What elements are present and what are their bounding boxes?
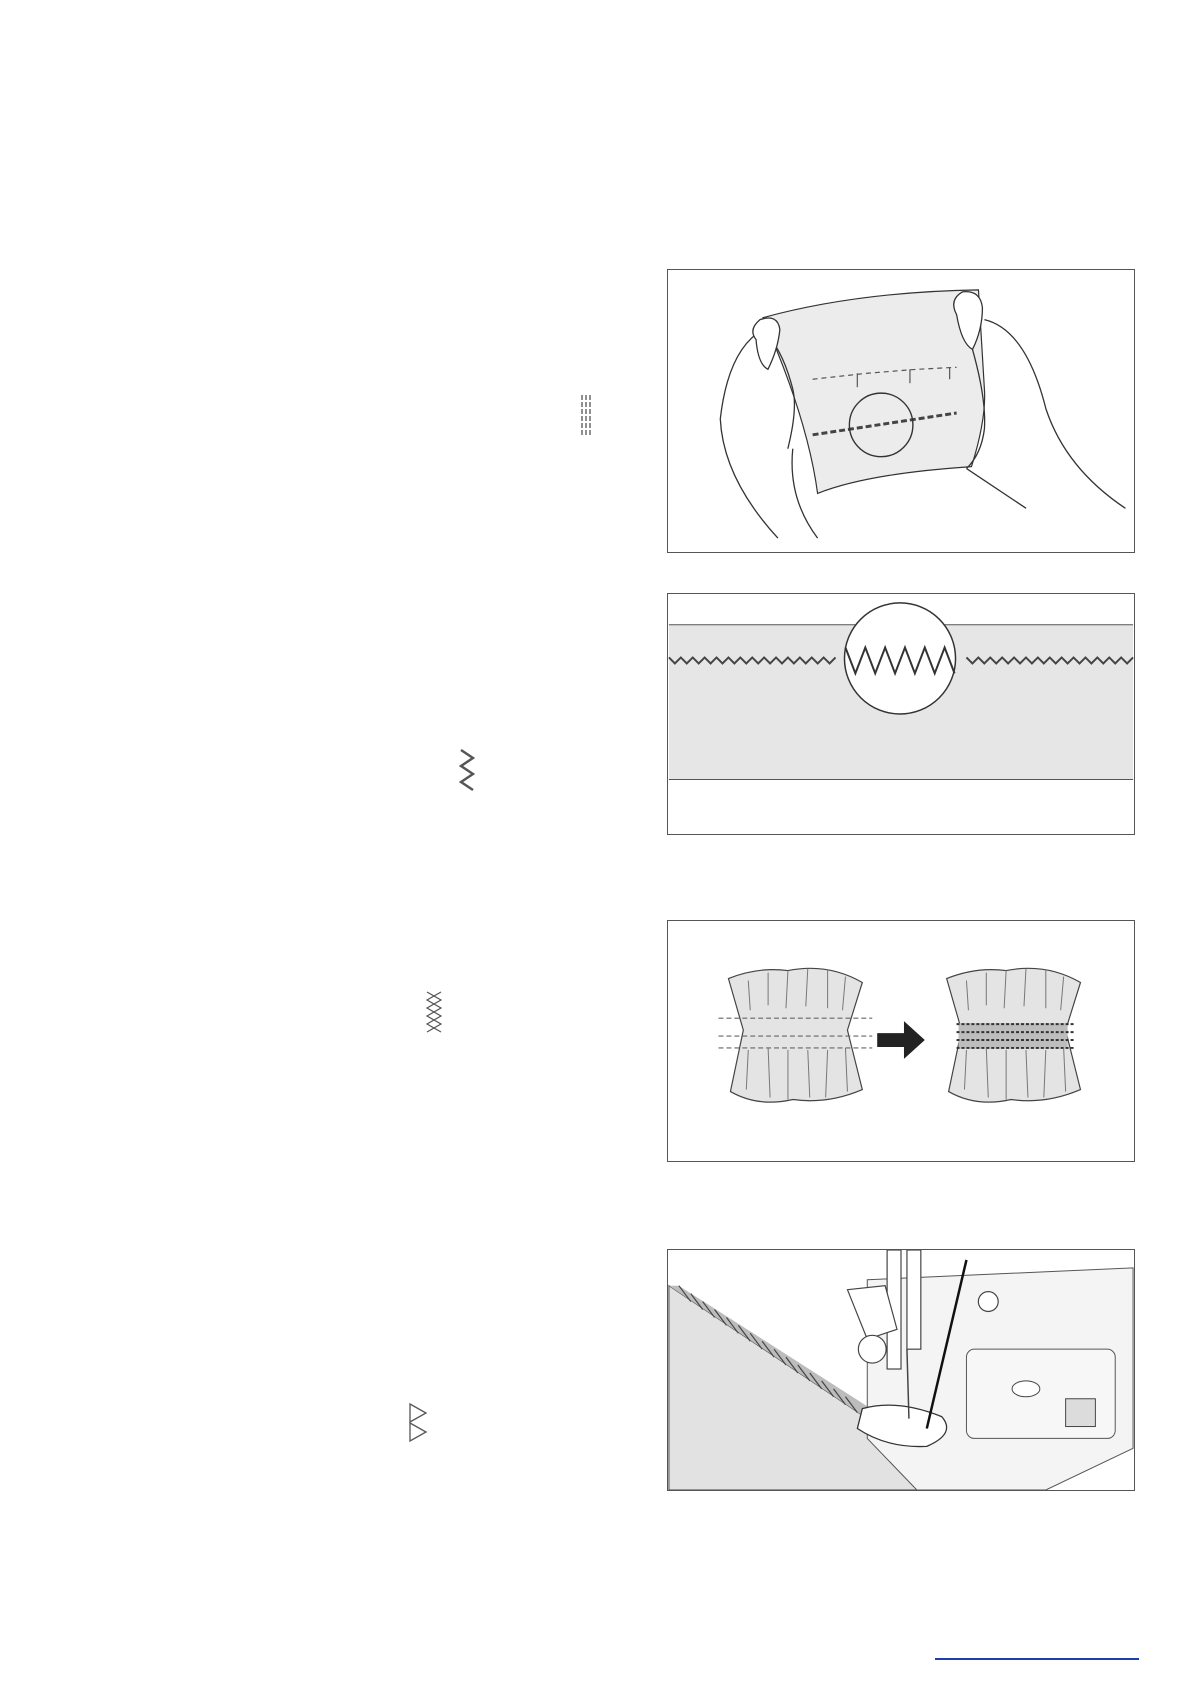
presser-foot-drawing xyxy=(668,1250,1134,1490)
zigzag-seam-illustration xyxy=(667,593,1135,835)
triangle-overlock-stitch-icon xyxy=(408,1402,428,1444)
zigzag-seam-drawing xyxy=(668,594,1134,834)
presser-foot-illustration xyxy=(667,1249,1135,1491)
cross-smocking-stitch-icon xyxy=(424,990,444,1034)
triple-straight-stitch-icon xyxy=(580,393,592,437)
smocking-gathers-illustration xyxy=(667,920,1135,1162)
arrow-icon xyxy=(877,1021,925,1059)
gathers-after xyxy=(947,968,1081,1102)
footer-link[interactable] xyxy=(935,1658,1139,1660)
fabric-stretch-drawing xyxy=(668,270,1134,552)
zigzag-stitch-icon xyxy=(459,748,475,794)
smocking-gathers-drawing xyxy=(668,921,1134,1161)
fabric-stretch-illustration xyxy=(667,269,1135,553)
gathers-before xyxy=(719,968,873,1102)
